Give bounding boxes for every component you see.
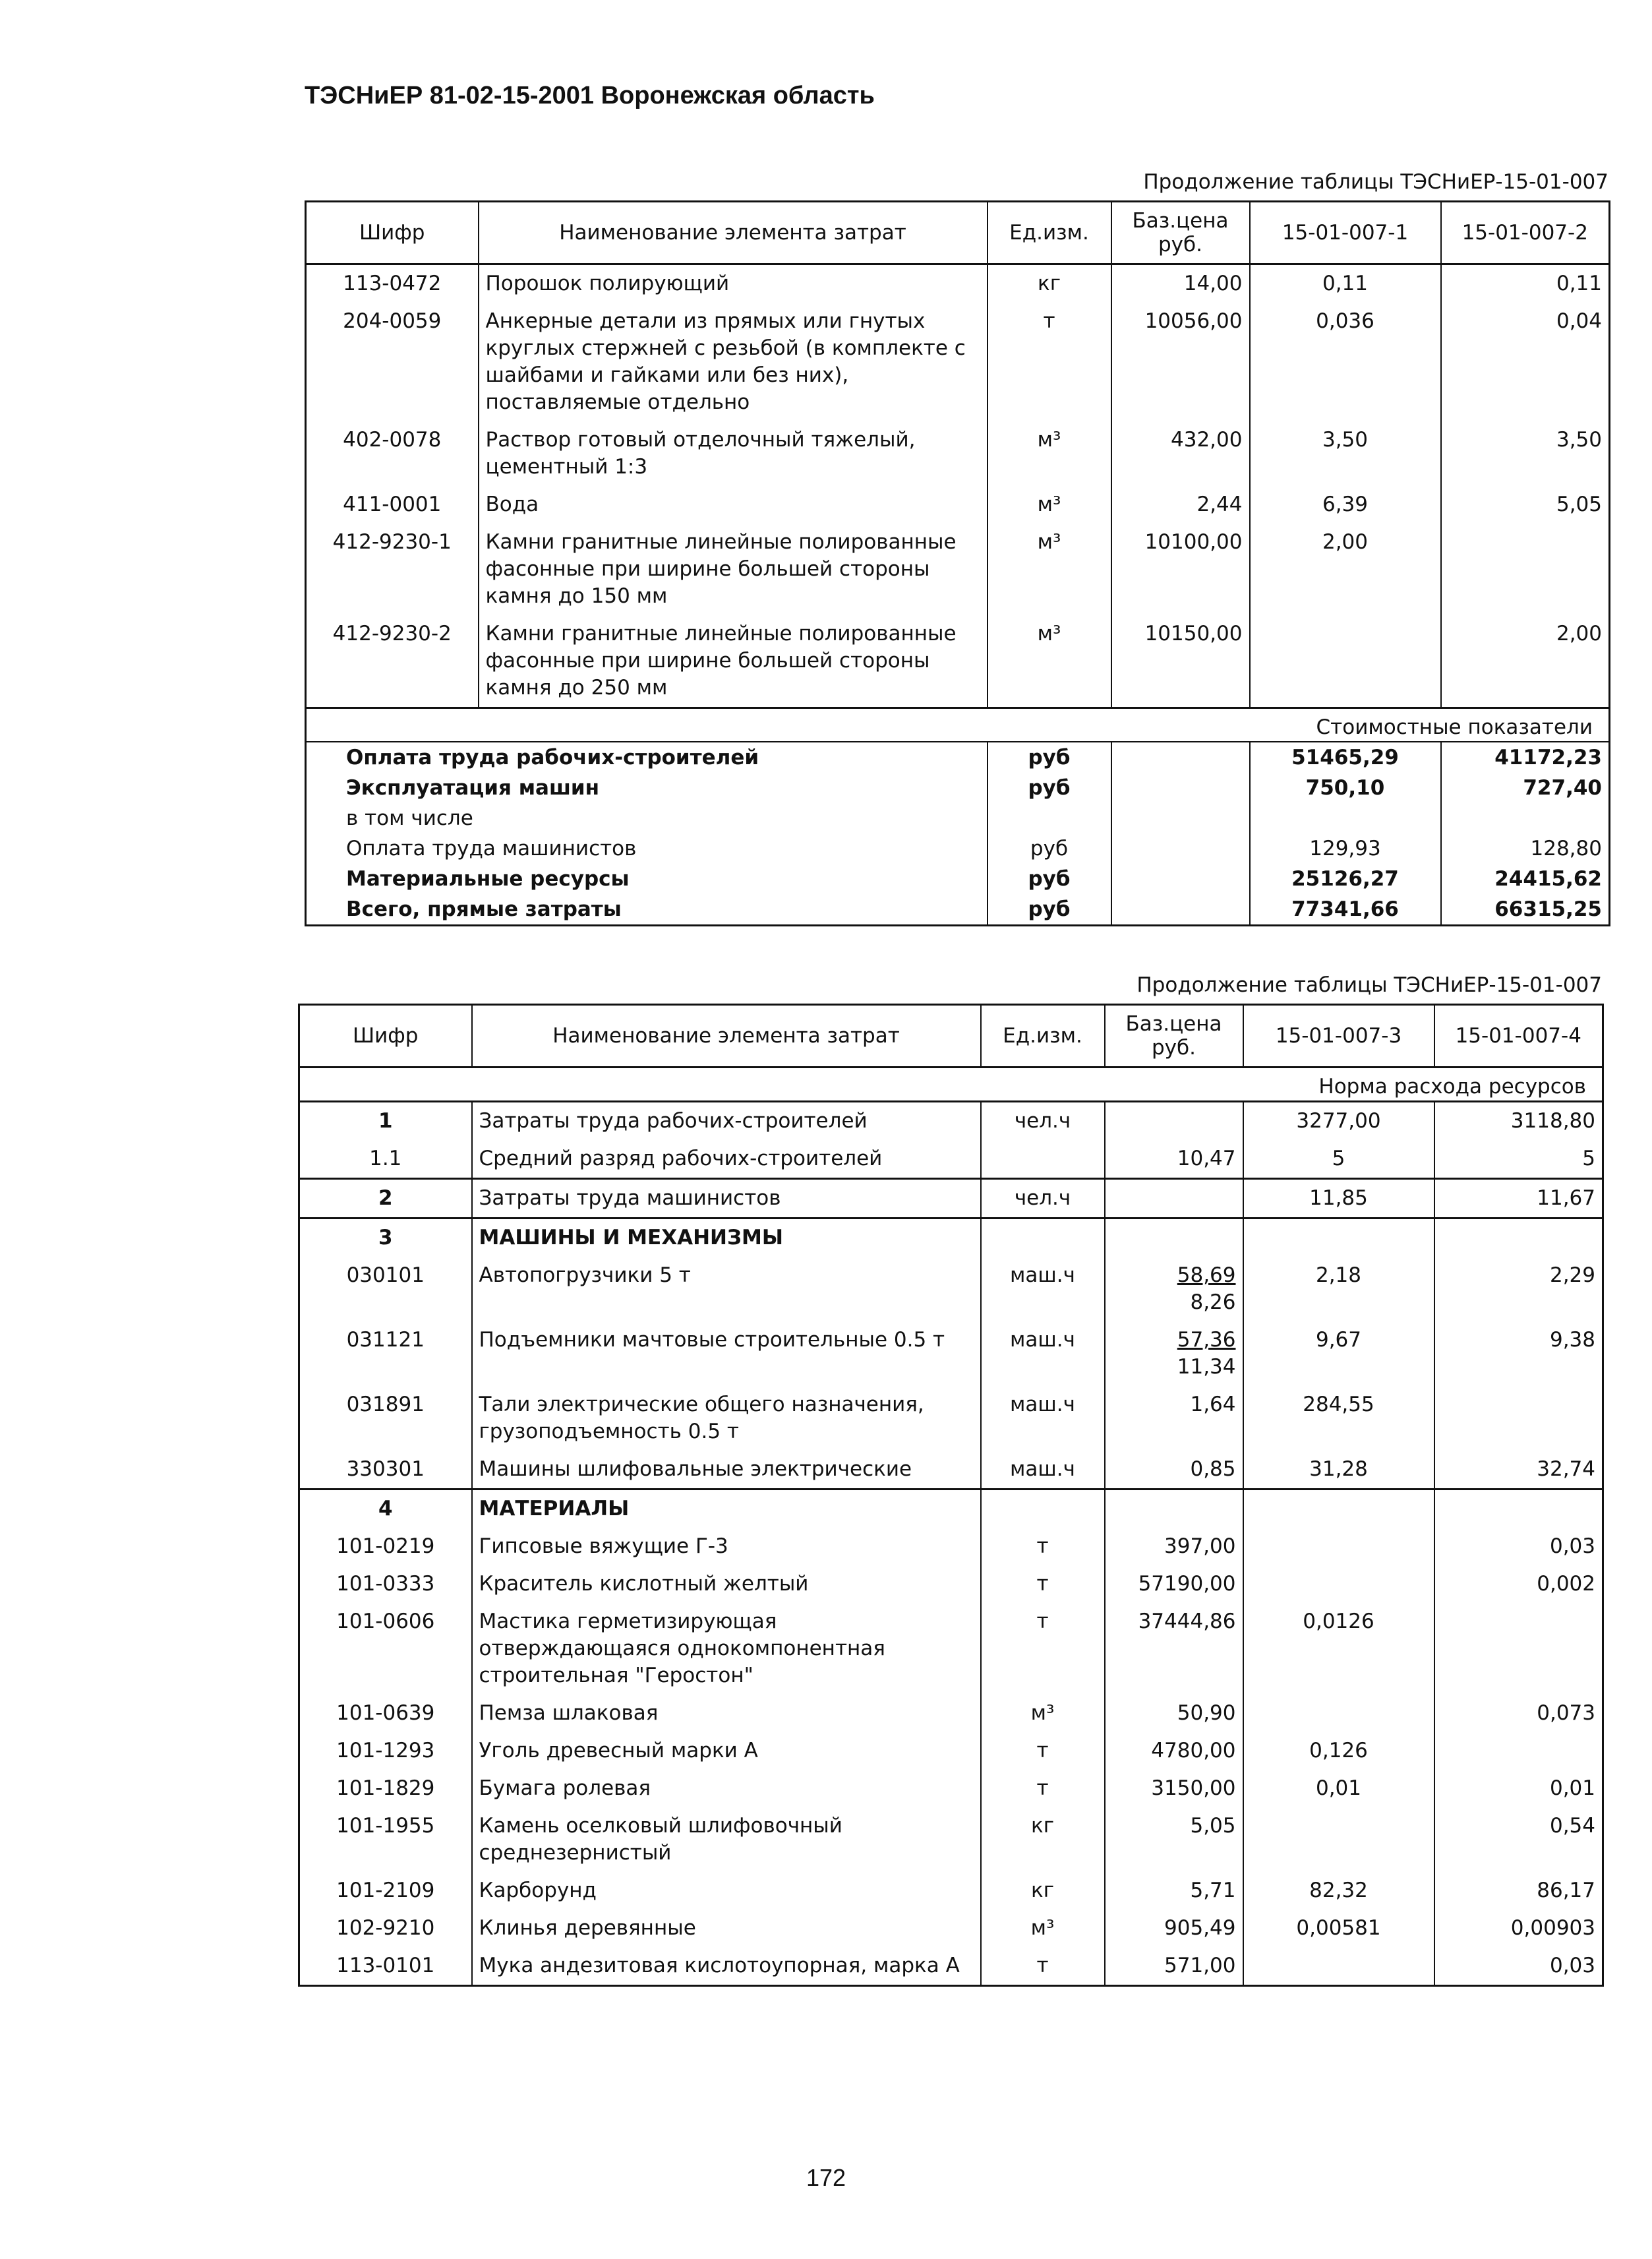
table1-caption: Продолжение таблицы ТЭСНиЕР-15-01-007 — [1143, 170, 1608, 194]
unit-cell: кг — [981, 1872, 1105, 1910]
table-row — [306, 486, 1610, 524]
unit-cell: кг — [988, 264, 1111, 303]
value-cell-col5: 0,00581 — [1243, 1910, 1434, 1947]
code-cell: 031891 — [299, 1386, 472, 1451]
price-cell — [1105, 1490, 1243, 1528]
code-cell: 101-2109 — [299, 1872, 472, 1910]
name-cell: Гипсовые вяжущие Г-3 — [472, 1528, 981, 1565]
value-cell-col5: 0,126 — [1243, 1732, 1434, 1770]
name-cell: Анкерные детали из прямых или гнутых круглых стержней с резьбой (в комплекте с шайбами и гайками или без них), поставляемые отдельно — [479, 303, 988, 421]
unit-cell: т — [981, 1603, 1105, 1695]
cost-value-col5: 51465,29 — [1250, 742, 1441, 773]
table-row — [299, 1947, 1603, 1986]
column-header: 15-01-007-4 — [1434, 1005, 1603, 1068]
price-cell: 397,00 — [1105, 1528, 1243, 1565]
column-header: 15-01-007-1 — [1250, 202, 1441, 264]
value-cell-col5 — [1243, 1807, 1434, 1872]
code-cell: 101-1829 — [299, 1770, 472, 1807]
value-cell-col5 — [1243, 1219, 1434, 1257]
value-cell-col6 — [1434, 1732, 1603, 1770]
unit-cell: т — [981, 1770, 1105, 1807]
table-row — [299, 1528, 1603, 1565]
value-cell-col6: 0,11 — [1441, 264, 1610, 303]
value-cell-col5: 31,28 — [1243, 1451, 1434, 1490]
document-title: ТЭСНиЕР 81-02-15-2001 Воронежская область — [305, 82, 875, 109]
value-cell-col6: 0,01 — [1434, 1770, 1603, 1807]
value-cell-col6 — [1434, 1490, 1603, 1528]
name-cell: Камень оселковый шлифовочный среднезернистый — [472, 1807, 981, 1872]
price-secondary-value: 8,26 — [1190, 1290, 1236, 1314]
price-cell — [1105, 1219, 1243, 1257]
norm-band-label: Норма расхода ресурсов — [299, 1068, 1603, 1102]
cost-value-col6: 128,80 — [1441, 833, 1610, 864]
value-cell-col6 — [1434, 1603, 1603, 1695]
value-cell-col5: 0,11 — [1250, 264, 1441, 303]
code-cell: 113-0101 — [299, 1947, 472, 1986]
price-cell: 5,71 — [1105, 1872, 1243, 1910]
cost-label: в том числе — [306, 803, 988, 833]
cost-value-col5: 750,10 — [1250, 773, 1441, 803]
unit-cell — [981, 1219, 1105, 1257]
header-row — [299, 1005, 1603, 1068]
value-cell-col6: 32,74 — [1434, 1451, 1603, 1490]
code-cell: 3 — [299, 1219, 472, 1257]
column-header: 15-01-007-3 — [1243, 1005, 1434, 1068]
unit-cell: м³ — [988, 421, 1111, 486]
name-cell: Вода — [479, 486, 988, 524]
value-cell-col6: 0,073 — [1434, 1695, 1603, 1732]
value-cell-col6: 2,00 — [1441, 615, 1610, 708]
price-secondary-value: 11,34 — [1177, 1355, 1236, 1379]
name-cell: Затраты труда рабочих-строителей — [472, 1102, 981, 1141]
column-header-line: Баз.цена — [1132, 209, 1229, 233]
cost-unit: руб — [988, 833, 1111, 864]
value-cell-col5: 0,0126 — [1243, 1603, 1434, 1695]
unit-cell: м³ — [988, 615, 1111, 708]
value-cell-col6: 0,00903 — [1434, 1910, 1603, 1947]
value-cell-col6: 0,03 — [1434, 1947, 1603, 1986]
name-cell: Подъемники мачтовые строительные 0.5 т — [472, 1321, 981, 1386]
name-cell: Тали электрические общего назначения, грузоподъемность 0.5 т — [472, 1386, 981, 1451]
column-header: Ед.изм. — [988, 202, 1111, 264]
table-row — [306, 615, 1610, 708]
value-cell-col5: 284,55 — [1243, 1386, 1434, 1451]
name-cell: Порошок полирующий — [479, 264, 988, 303]
value-cell-col6: 11,67 — [1434, 1179, 1603, 1219]
code-cell: 101-0333 — [299, 1565, 472, 1603]
name-cell: Камни гранитные линейные полированные фасонные при ширине большей стороны камня до 150 мм — [479, 524, 988, 615]
value-cell-col6: 5 — [1434, 1140, 1603, 1179]
table-row — [299, 1770, 1603, 1807]
price-cell — [1105, 1321, 1243, 1386]
value-cell-col6: 86,17 — [1434, 1872, 1603, 1910]
cost-value-col6 — [1441, 803, 1610, 833]
price-cell: 3150,00 — [1105, 1770, 1243, 1807]
value-cell-col5 — [1243, 1695, 1434, 1732]
cost-label: Материальные ресурсы — [306, 864, 988, 894]
value-cell-col6: 0,002 — [1434, 1565, 1603, 1603]
price-cell: 0,85 — [1105, 1451, 1243, 1490]
name-cell: Краситель кислотный желтый — [472, 1565, 981, 1603]
table-row — [306, 421, 1610, 486]
code-cell: 412-9230-1 — [306, 524, 479, 615]
price-value: 58,69 — [1177, 1263, 1236, 1287]
value-cell-col6 — [1434, 1219, 1603, 1257]
name-cell: Затраты труда машинистов — [472, 1179, 981, 1219]
cost-band — [306, 708, 1610, 742]
table-row — [299, 1257, 1603, 1321]
value-cell-col6 — [1441, 524, 1610, 615]
price-cell: 571,00 — [1105, 1947, 1243, 1986]
table-row — [299, 1807, 1603, 1872]
name-cell: Пемза шлаковая — [472, 1695, 981, 1732]
value-cell-col5 — [1243, 1528, 1434, 1565]
value-cell-col5 — [1243, 1490, 1434, 1528]
cost-row — [306, 894, 1610, 926]
value-cell-col6: 3,50 — [1441, 421, 1610, 486]
cost-unit: руб — [988, 773, 1111, 803]
unit-cell: т — [981, 1565, 1105, 1603]
cost-price-empty — [1111, 894, 1250, 926]
unit-cell: чел.ч — [981, 1102, 1105, 1141]
cost-value-col5: 129,93 — [1250, 833, 1441, 864]
table-row — [299, 1451, 1603, 1490]
cost-value-col6: 41172,23 — [1441, 742, 1610, 773]
table-row — [306, 264, 1610, 303]
table2-caption: Продолжение таблицы ТЭСНиЕР-15-01-007 — [1136, 973, 1602, 997]
name-cell: Клинья деревянные — [472, 1910, 981, 1947]
code-cell: 031121 — [299, 1321, 472, 1386]
price-cell — [1105, 1257, 1243, 1321]
value-cell-col6: 0,04 — [1441, 303, 1610, 421]
value-cell-col6: 0,54 — [1434, 1807, 1603, 1872]
cost-unit: руб — [988, 894, 1111, 926]
table-row — [299, 1565, 1603, 1603]
code-cell: 101-0639 — [299, 1695, 472, 1732]
code-cell: 412-9230-2 — [306, 615, 479, 708]
column-header-line: Баз.цена — [1125, 1012, 1222, 1036]
table2 — [298, 1004, 1604, 1987]
table1 — [305, 200, 1610, 926]
value-cell-col5: 3,50 — [1250, 421, 1441, 486]
price-cell: 50,90 — [1105, 1695, 1243, 1732]
value-cell-col5: 2,18 — [1243, 1257, 1434, 1321]
cost-value-col6: 727,40 — [1441, 773, 1610, 803]
code-cell: 411-0001 — [306, 486, 479, 524]
column-header — [1105, 1005, 1243, 1068]
price-cell: 10056,00 — [1111, 303, 1250, 421]
value-cell-col5: 6,39 — [1250, 486, 1441, 524]
name-cell: Бумага ролевая — [472, 1770, 981, 1807]
column-header-line: руб. — [1158, 233, 1202, 256]
column-header-line: руб. — [1152, 1036, 1196, 1060]
code-cell: 101-0219 — [299, 1528, 472, 1565]
column-header: Шифр — [299, 1005, 472, 1068]
name-cell: МАШИНЫ И МЕХАНИЗМЫ — [472, 1219, 981, 1257]
value-cell-col6 — [1434, 1386, 1603, 1451]
table-row — [299, 1102, 1603, 1141]
unit-cell: м³ — [988, 486, 1111, 524]
table-row — [299, 1910, 1603, 1947]
code-cell: 113-0472 — [306, 264, 479, 303]
price-cell — [1105, 1179, 1243, 1219]
table-row — [299, 1321, 1603, 1386]
name-cell: МАТЕРИАЛЫ — [472, 1490, 981, 1528]
table-row — [299, 1140, 1603, 1179]
name-cell: Машины шлифовальные электрические — [472, 1451, 981, 1490]
price-cell: 10,47 — [1105, 1140, 1243, 1179]
code-cell: 204-0059 — [306, 303, 479, 421]
unit-cell: чел.ч — [981, 1179, 1105, 1219]
price-cell: 905,49 — [1105, 1910, 1243, 1947]
price-cell: 432,00 — [1111, 421, 1250, 486]
cost-label: Эксплуатация машин — [306, 773, 988, 803]
cost-value-col5: 25126,27 — [1250, 864, 1441, 894]
unit-cell: маш.ч — [981, 1321, 1105, 1386]
cost-value-col6: 24415,62 — [1441, 864, 1610, 894]
cost-price-empty — [1111, 833, 1250, 864]
value-cell-col5 — [1243, 1947, 1434, 1986]
table-row — [306, 524, 1610, 615]
cost-price-empty — [1111, 864, 1250, 894]
code-cell: 102-9210 — [299, 1910, 472, 1947]
unit-cell: маш.ч — [981, 1386, 1105, 1451]
cost-row — [306, 742, 1610, 773]
code-cell: 101-0606 — [299, 1603, 472, 1695]
table-row — [299, 1386, 1603, 1451]
unit-cell: м³ — [988, 524, 1111, 615]
unit-cell: т — [981, 1732, 1105, 1770]
value-cell-col5 — [1250, 615, 1441, 708]
page-number: 172 — [806, 2164, 846, 2191]
column-header: Ед.изм. — [981, 1005, 1105, 1068]
value-cell-col6: 9,38 — [1434, 1321, 1603, 1386]
value-cell-col6: 0,03 — [1434, 1528, 1603, 1565]
price-cell: 5,05 — [1105, 1807, 1243, 1872]
column-header — [1111, 202, 1250, 264]
value-cell-col5: 0,01 — [1243, 1770, 1434, 1807]
cost-value-col5: 77341,66 — [1250, 894, 1441, 926]
price-value: 57,36 — [1177, 1328, 1236, 1352]
unit-cell — [981, 1140, 1105, 1179]
name-cell: Камни гранитные линейные полированные фасонные при ширине большей стороны камня до 250 мм — [479, 615, 988, 708]
column-header: Шифр — [306, 202, 479, 264]
table-row — [299, 1179, 1603, 1219]
cost-value-col6: 66315,25 — [1441, 894, 1610, 926]
cost-price-empty — [1111, 773, 1250, 803]
code-cell: 4 — [299, 1490, 472, 1528]
value-cell-col5: 11,85 — [1243, 1179, 1434, 1219]
unit-cell: маш.ч — [981, 1257, 1105, 1321]
price-cell: 10150,00 — [1111, 615, 1250, 708]
name-cell: Автопогрузчики 5 т — [472, 1257, 981, 1321]
unit-cell: кг — [981, 1807, 1105, 1872]
name-cell: Раствор готовый отделочный тяжелый, цементный 1:3 — [479, 421, 988, 486]
table-row — [299, 1695, 1603, 1732]
code-cell: 1.1 — [299, 1140, 472, 1179]
unit-cell: м³ — [981, 1910, 1105, 1947]
cost-row — [306, 773, 1610, 803]
cost-unit — [988, 803, 1111, 833]
norm-band — [299, 1068, 1603, 1102]
code-cell: 330301 — [299, 1451, 472, 1490]
cost-label: Всего, прямые затраты — [306, 894, 988, 926]
cost-unit: руб — [988, 742, 1111, 773]
unit-cell: т — [988, 303, 1111, 421]
cost-price-empty — [1111, 742, 1250, 773]
code-cell: 402-0078 — [306, 421, 479, 486]
unit-cell — [981, 1490, 1105, 1528]
table-row — [299, 1732, 1603, 1770]
price-cell: 10100,00 — [1111, 524, 1250, 615]
value-cell-col5 — [1243, 1565, 1434, 1603]
table-row — [299, 1603, 1603, 1695]
price-cell: 2,44 — [1111, 486, 1250, 524]
price-cell: 14,00 — [1111, 264, 1250, 303]
cost-row — [306, 833, 1610, 864]
unit-cell: м³ — [981, 1695, 1105, 1732]
cost-value-col5 — [1250, 803, 1441, 833]
code-cell: 101-1293 — [299, 1732, 472, 1770]
value-cell-col5: 9,67 — [1243, 1321, 1434, 1386]
table-row — [299, 1490, 1603, 1528]
unit-cell: т — [981, 1528, 1105, 1565]
price-cell: 57190,00 — [1105, 1565, 1243, 1603]
code-cell: 030101 — [299, 1257, 472, 1321]
name-cell: Уголь древесный марки А — [472, 1732, 981, 1770]
value-cell-col5: 3277,00 — [1243, 1102, 1434, 1141]
cost-label: Оплата труда машинистов — [306, 833, 988, 864]
price-cell — [1105, 1102, 1243, 1141]
cost-band-label: Стоимостные показатели — [306, 708, 1610, 742]
table-row — [299, 1872, 1603, 1910]
column-header: 15-01-007-2 — [1441, 202, 1610, 264]
code-cell: 101-1955 — [299, 1807, 472, 1872]
value-cell-col5: 0,036 — [1250, 303, 1441, 421]
unit-cell: маш.ч — [981, 1451, 1105, 1490]
value-cell-col5: 5 — [1243, 1140, 1434, 1179]
table-row — [306, 303, 1610, 421]
column-header: Наименование элемента затрат — [472, 1005, 981, 1068]
cost-label: Оплата труда рабочих-строителей — [306, 742, 988, 773]
cost-price-empty — [1111, 803, 1250, 833]
value-cell-col5: 82,32 — [1243, 1872, 1434, 1910]
column-header: Наименование элемента затрат — [479, 202, 988, 264]
price-cell: 37444,86 — [1105, 1603, 1243, 1695]
value-cell-col6: 3118,80 — [1434, 1102, 1603, 1141]
value-cell-col5: 2,00 — [1250, 524, 1441, 615]
cost-unit: руб — [988, 864, 1111, 894]
code-cell: 2 — [299, 1179, 472, 1219]
cost-row — [306, 864, 1610, 894]
name-cell: Средний разряд рабочих-строителей — [472, 1140, 981, 1179]
cost-row — [306, 803, 1610, 833]
price-cell: 4780,00 — [1105, 1732, 1243, 1770]
code-cell: 1 — [299, 1102, 472, 1141]
value-cell-col6: 5,05 — [1441, 486, 1610, 524]
unit-cell: т — [981, 1947, 1105, 1986]
value-cell-col6: 2,29 — [1434, 1257, 1603, 1321]
price-cell: 1,64 — [1105, 1386, 1243, 1451]
name-cell: Карборунд — [472, 1872, 981, 1910]
header-row — [306, 202, 1610, 264]
table-row — [299, 1219, 1603, 1257]
name-cell: Мастика герметизирующая отверждающаяся однокомпонентная строительная "Геростон" — [472, 1603, 981, 1695]
name-cell: Мука андезитовая кислотоупорная, марка А — [472, 1947, 981, 1986]
